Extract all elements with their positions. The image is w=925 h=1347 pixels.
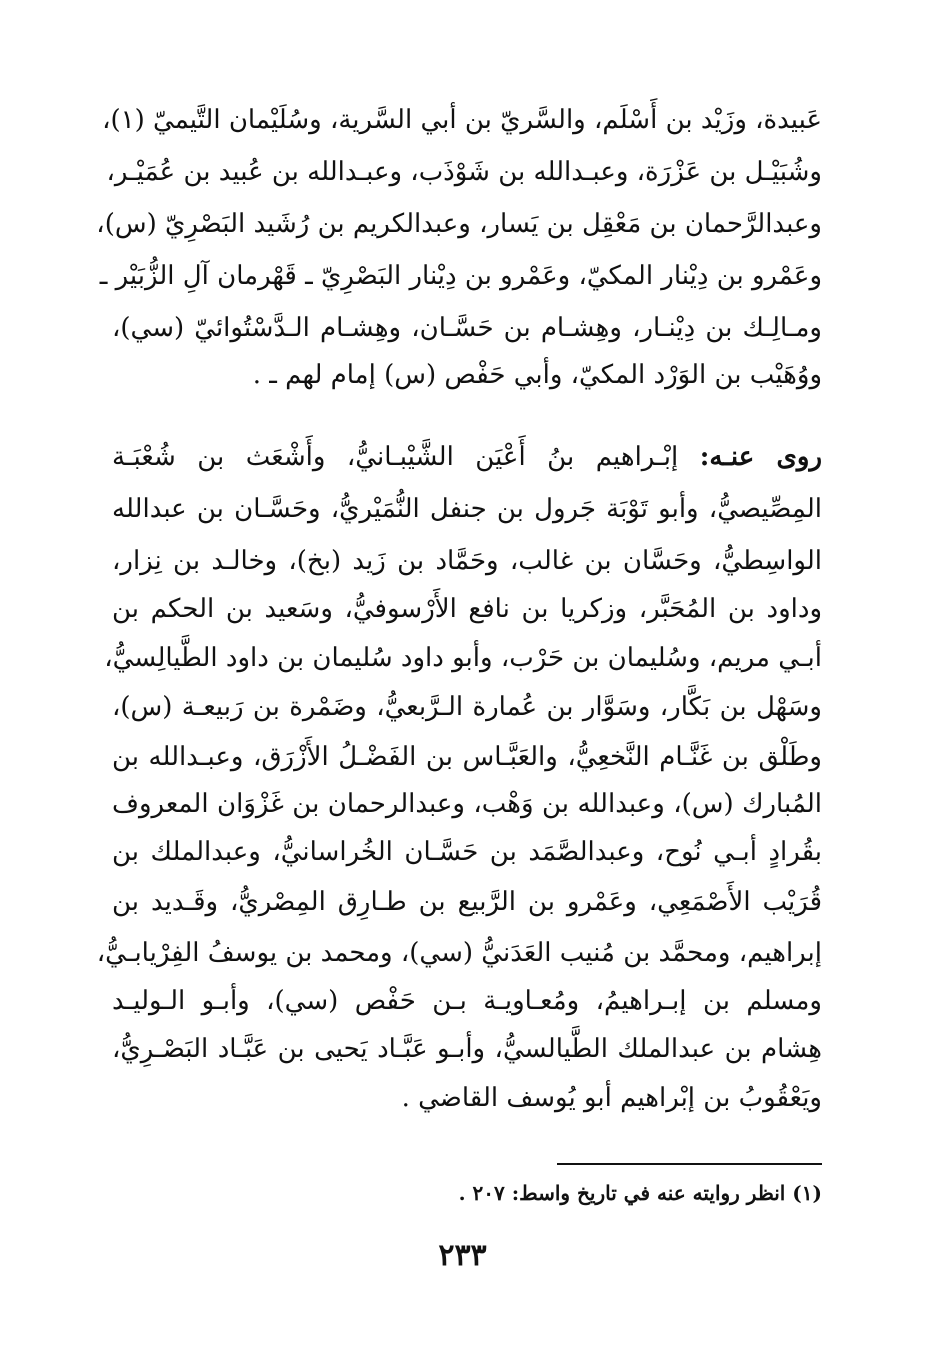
text-line: بقُرادٍ أبـي نُوح، وعبدالصَّمَد بن حَسَّـان الخُراسانيُّ، وعبدالملك بن <box>112 837 822 867</box>
footnote: (١) انظر روايته عنه في تاريخ واسط: ٢٠٧ . <box>458 1181 822 1205</box>
text-line: وعَمْرو بن دِيْنار المكيّ، وعَمْرو بن دِيْنار البَصْرِيّ ـ قَهْرمان آلِ الزُّبَيْر ـ <box>99 261 822 291</box>
text-line: وشُبَيْـل بن عَزْرَة، وعبـدالله بن شَوْذَب، وعبـدالله بن عُبيد بن عُمَيْـر، <box>106 157 822 187</box>
text-line: وداود بن المُحَبَّر، وزكريا بن نافع الأَرْسوفيُّ، وسَعيد بن الحكم بن <box>112 594 822 624</box>
text-line: وعبدالرَّحمان بن مَعْقِل بن يَسار، وعبدالكريم بن رُشَيد البَصْرِيّ (س)، <box>96 209 822 239</box>
text-line-rest: إبْـراهيم بنُ أَعْيَن الشَّيْبـانيُّ، وأَشْعَث بن شُعْبَـة <box>112 442 700 472</box>
text-line: هِشام بن عبدالملك الطَّيالسيُّ، وأبـو عَبَّـاد يَحيى بن عَبَّـاد البَصْـرِيُّ، <box>112 1034 822 1064</box>
text-line: المِصِّيصيُّ، وأبو تَوْبَة جَرول بن جنفل النُّمَيْريُّ، وحَسَّـان بن عبدالله <box>112 494 822 524</box>
text-line: ومسلم بن إبـراهيمُ، ومُعـاويـة بـن حَفْص (سي)، وأبـو الـوليـد <box>112 986 822 1016</box>
text-line: وطَلْق بن غَنَّـام النَّخعِيُّ، والعَبَّـاس بن الفَضْـلُ الأَزْرَق، وعبـدالله بن <box>112 742 822 772</box>
text-line: عَبيدة، وزَيْد بن أَسْلَم، والسَّريّ بن أبي السَّرية، وسُلَيْمان التَّيميّ (١)، <box>102 105 822 135</box>
footnote-separator <box>557 1163 822 1165</box>
text-line: وسَهْل بن بَكَّار، وسَوَّار بن عُمارة الـرَّبعيُّ، وضَمْرة بن رَبيعـة (س)، <box>112 692 822 722</box>
text-line: ومـالِـك بن دِيْنـار، وهِشـام بن حَسَّـان، وهِشـام الـدَّسْتُوائيّ (سي)، <box>112 313 822 343</box>
text-line: الواسِطيُّ، وحَسَّان بن غالب، وحَمَّاد بن زَيد (بخ)، وخالـد بن نِزار، <box>112 546 822 576</box>
paragraph-lead: روى عنـه: <box>699 442 823 472</box>
page-number: ٢٣٣ <box>438 1238 487 1273</box>
text-line: المُبارك (س)، وعبدالله بن وَهْب، وعبدالرحمان بن غَزْوَان المعروف <box>112 789 822 819</box>
text-line: ووُهَيْب بن الوَرْد المكيّ، وأبي حَفْص (س) إمام لهم ـ . <box>252 360 822 390</box>
text-line: إبراهيم، ومحمَّد بن مُنيب العَدَنيُّ (سي)، ومحمد بن يوسفُ الفِرْيابـيُّ، <box>96 938 822 968</box>
text-line: ويَعْقُوبُ بن إبْراهيم أبو يُوسف القاضي . <box>401 1083 822 1113</box>
text-line: أبـي مريم، وسُليمان بن حَرْب، وأبو داود سُليمان بن داود الطَّيالِسيُّ، <box>104 643 822 673</box>
text-line-first <box>112 440 822 474</box>
text-line: قُرَيْب الأَصْمَعِي، وعَمْرو بن الرَّبيع بن طـارِق المِصْريُّ، وقَـديد بن <box>112 887 822 917</box>
